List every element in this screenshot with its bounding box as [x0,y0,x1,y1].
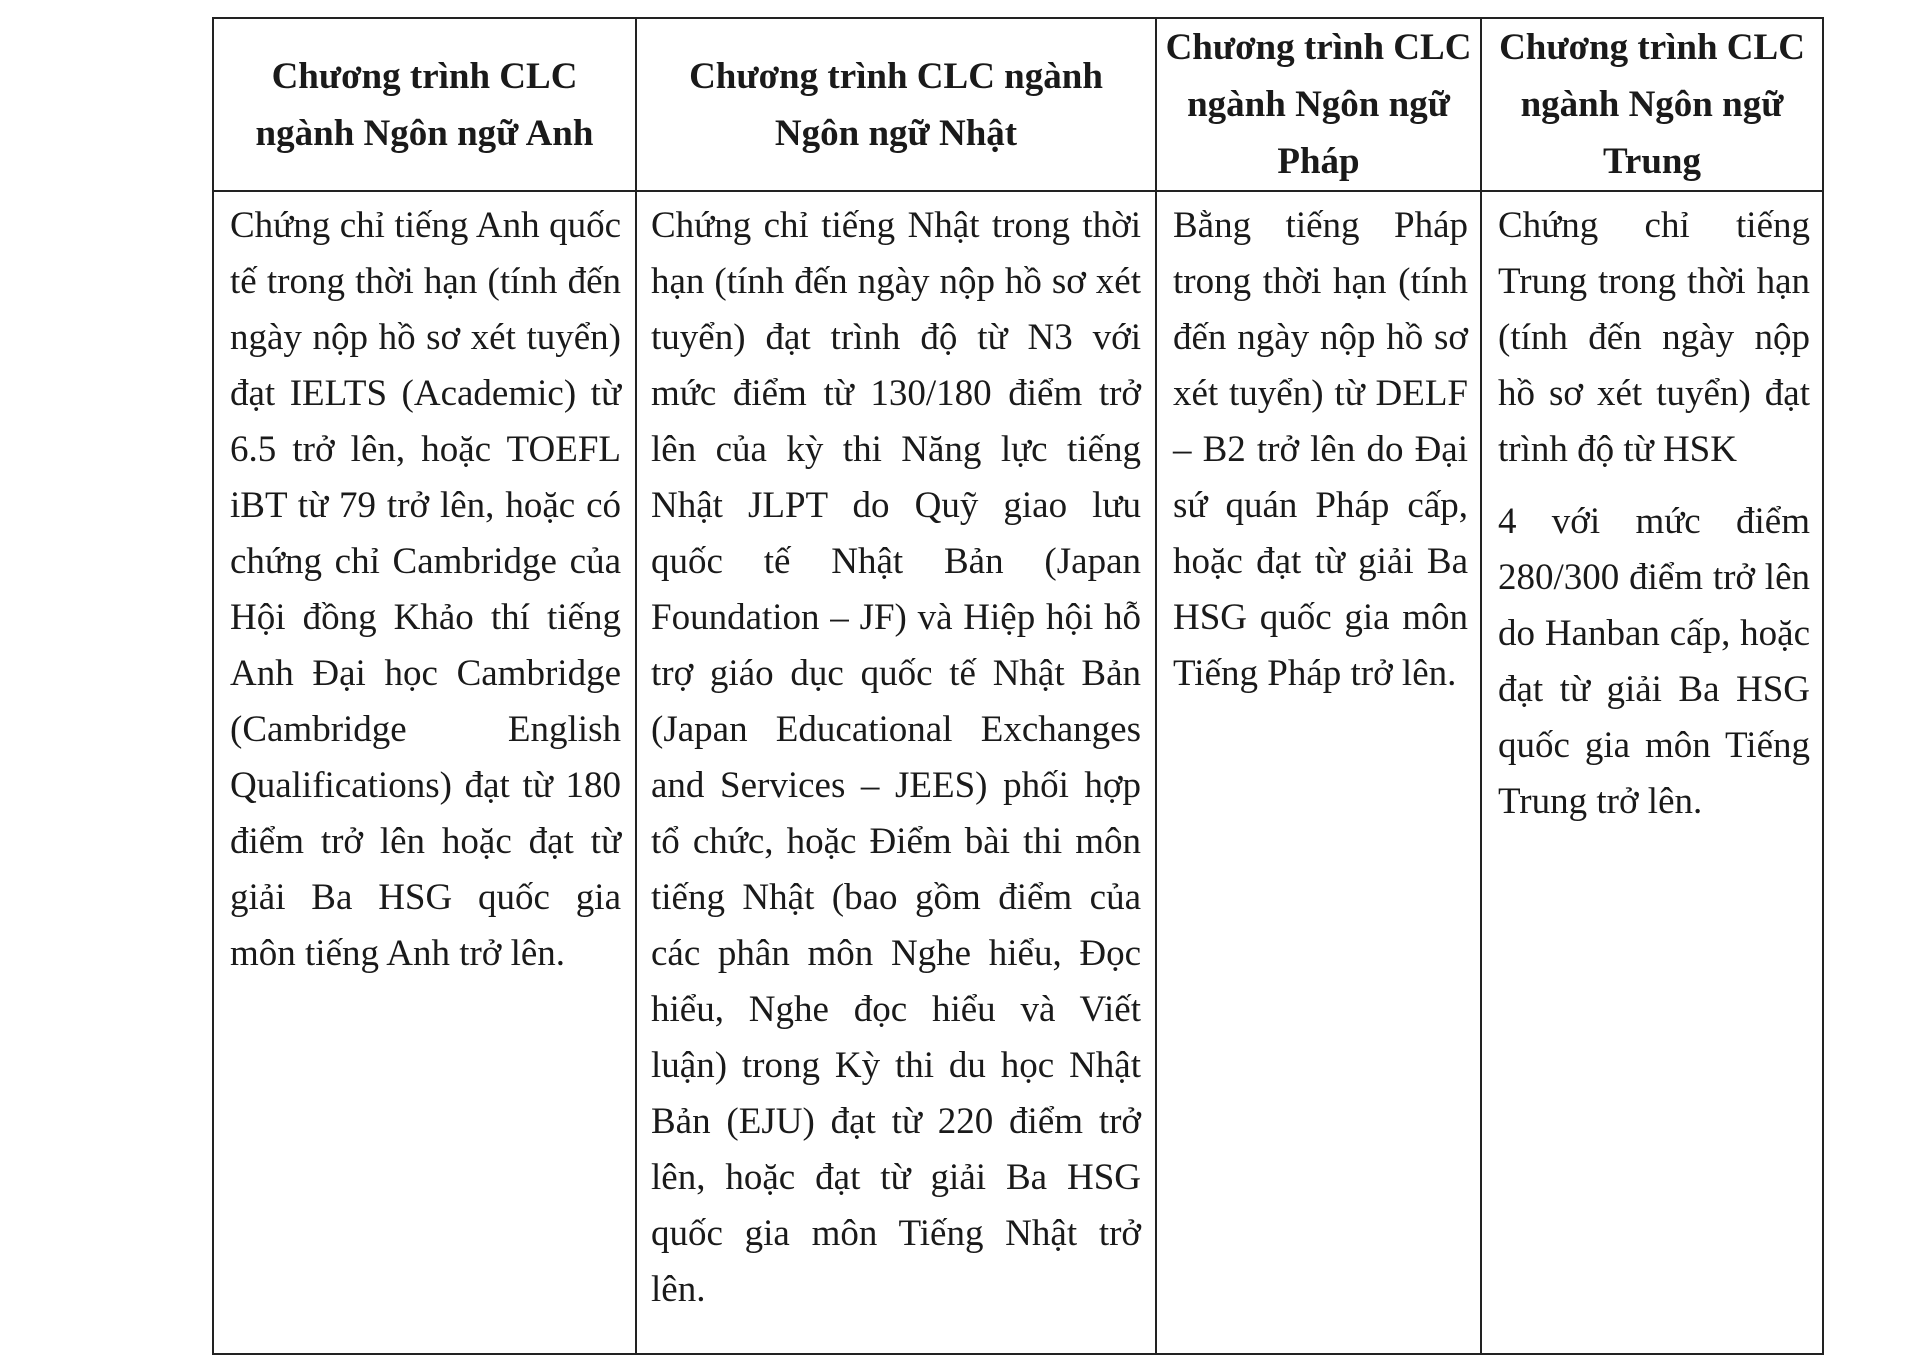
cell-paragraph: 4 với mức điểm 280/300 điểm trở lên do Hanban cấp, hoặc đạt từ giải Ba HSG quốc gia môn Tiếng Trung trở lên. [1498,501,1810,822]
header-french-program: Chương trình CLC ngành Ngôn ngữ Pháp [1156,18,1481,191]
cell-paragraph: Chứng chỉ tiếng Trung trong thời hạn (tính đến ngày nộp hồ sơ xét tuyển) đạt trình độ từ HSK [1498,205,1810,470]
header-row [213,18,1823,191]
cell-french-requirements [1156,191,1481,1354]
cell-paragraph: Chứng chỉ tiếng Anh quốc tế trong thời hạn (tính đến ngày nộp hồ sơ xét tuyển) đạt IELTS (Academic) từ 6.5 trở lên, hoặc TOEFL iBT từ 79 trở lên, hoặc có chứng chỉ Cambridge của Hội đồng Khảo thí tiếng Anh Đại học Cambridge (Cambridge English Qualifications) đạt từ 180 điểm trở lên hoặc đạt từ giải Ba HSG quốc gia môn tiếng Anh trở lên. [230,205,621,974]
header-english-program: Chương trình CLC ngành Ngôn ngữ Anh [213,18,636,191]
cell-paragraph: Bằng tiếng Pháp trong thời hạn (tính đến ngày nộp hồ sơ xét tuyển) từ DELF – B2 trở lên do Đại sứ quán Pháp cấp, hoặc đạt từ giải Ba HSG quốc gia môn Tiếng Pháp trở lên. [1173,205,1468,694]
cell-paragraph: Chứng chỉ tiếng Nhật trong thời hạn (tính đến ngày nộp hồ sơ xét tuyển) đạt trình độ từ N3 với mức điểm từ 130/180 điểm trở lên của kỳ thi Năng lực tiếng Nhật JLPT do Quỹ giao lưu quốc tế Nhật Bản (Japan Foundation – JF) và Hiệp hội hỗ trợ giáo dục quốc tế Nhật Bản (Japan Educational Exchanges and Services – JEES) phối hợp tổ chức, hoặc Điểm bài thi môn tiếng Nhật (bao gồm điểm của các phân môn Nghe hiểu, Đọc hiểu, Nghe đọc hiểu và Viết luận) trong Kỳ thi du học Nhật Bản (EJU) đạt từ 220 điểm trở lên, hoặc đạt từ giải Ba HSG quốc gia môn Tiếng Nhật trở lên. [651,205,1141,1310]
header-chinese-program: Chương trình CLC ngành Ngôn ngữ Trung [1481,18,1823,191]
cell-chinese-requirements [1481,191,1823,1354]
requirements-table [212,17,1824,1355]
table-row [213,191,1823,1354]
cell-english-requirements [213,191,636,1354]
cell-japanese-requirements [636,191,1156,1354]
header-japanese-program: Chương trình CLC ngành Ngôn ngữ Nhật [636,18,1156,191]
